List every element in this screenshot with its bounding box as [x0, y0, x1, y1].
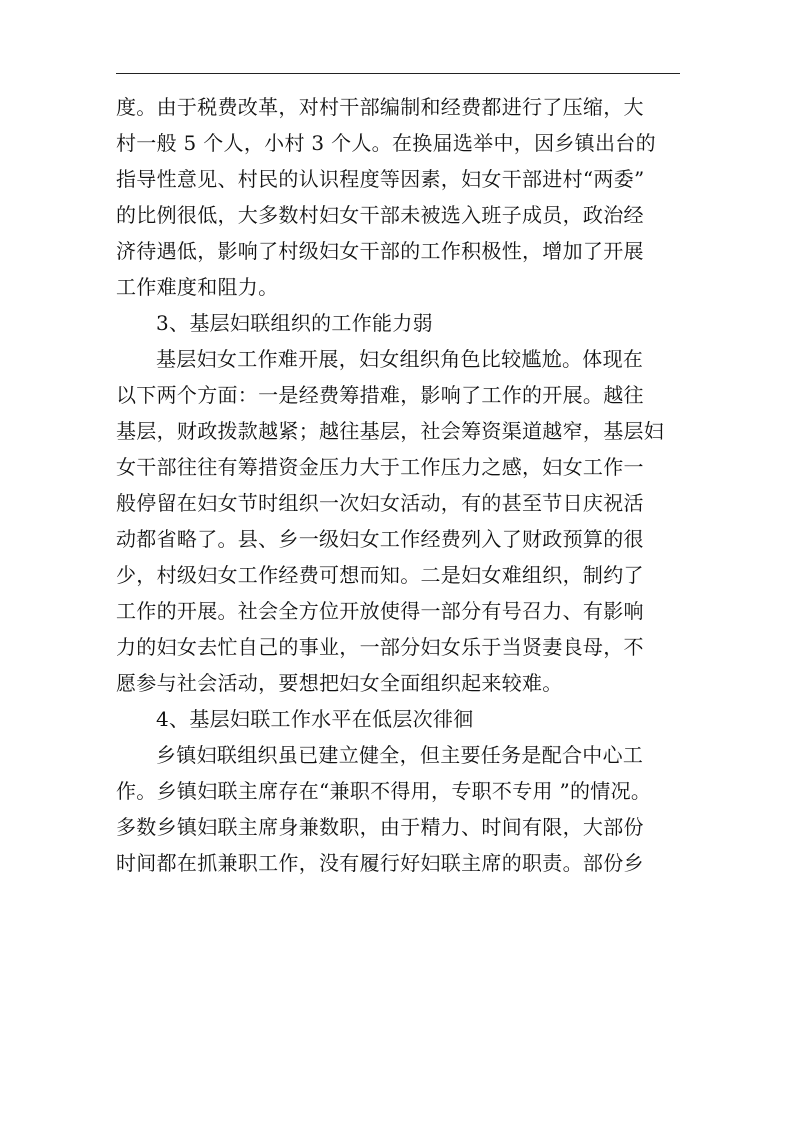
paragraph-line: 村一般 5 个人，小村 3 个人。在换届选举中，因乡镇出台的: [116, 131, 656, 155]
paragraph-line: 指导性意见、村民的认识程度等因素，妇女干部进村“两委”: [116, 167, 645, 191]
paragraph-line: 的比例很低，大多数村妇女干部未被选入班子成员，政治经: [116, 203, 644, 227]
paragraph-line: 多数乡镇妇联主席身兼数职，由于精力、时间有限，大部份: [116, 815, 644, 839]
paragraph-line: 作。乡镇妇联主席存在“兼职不得用，专职不专用 ”的情况。: [116, 779, 652, 803]
paragraph-line: 时间都在抓兼职工作，没有履行好妇联主席的职责。部份乡: [116, 851, 644, 875]
paragraph-line: 以下两个方面：一是经费筹措难，影响了工作的开展。越往: [116, 383, 644, 407]
paragraph-line: 乡镇妇联组织虽已建立健全，但主要任务是配合中心工: [156, 743, 644, 767]
paragraph-line: 基层，财政拨款越紧；越往基层，社会筹资渠道越窄，基层妇: [116, 419, 665, 443]
header-rule: [116, 73, 680, 74]
paragraph-line: 基层妇女工作难开展，妇女组织角色比较尴尬。体现在: [156, 347, 644, 371]
paragraph-line: 少，村级妇女工作经费可想而知。二是妇女难组织，制约了: [116, 563, 644, 587]
section-heading-3: 3、基层妇联组织的工作能力弱: [156, 311, 433, 335]
section-heading-4: 4、基层妇联工作水平在低层次徘徊: [156, 707, 474, 731]
paragraph-line: 般停留在妇女节时组织一次妇女活动，有的甚至节日庆祝活: [116, 491, 644, 515]
paragraph-line: 度。由于税费改革，对村干部编制和经费都进行了压缩，大: [116, 95, 644, 119]
paragraph-line: 济待遇低，影响了村级妇女干部的工作积极性，增加了开展: [116, 239, 644, 263]
paragraph-line: 工作难度和阻力。: [116, 275, 279, 299]
paragraph-line: 女干部往往有筹措资金压力大于工作压力之感，妇女工作一: [116, 455, 644, 479]
document-body: [116, 89, 686, 881]
paragraph-line: 动都省略了。县、乡一级妇女工作经费列入了财政预算的很: [116, 527, 644, 551]
paragraph-line: 愿参与社会活动，要想把妇女全面组织起来较难。: [116, 671, 563, 695]
paragraph-line: 力的妇女去忙自己的事业，一部分妇女乐于当贤妻良母，不: [116, 635, 644, 659]
paragraph-line: 工作的开展。社会全方位开放使得一部分有号召力、有影响: [116, 599, 644, 623]
